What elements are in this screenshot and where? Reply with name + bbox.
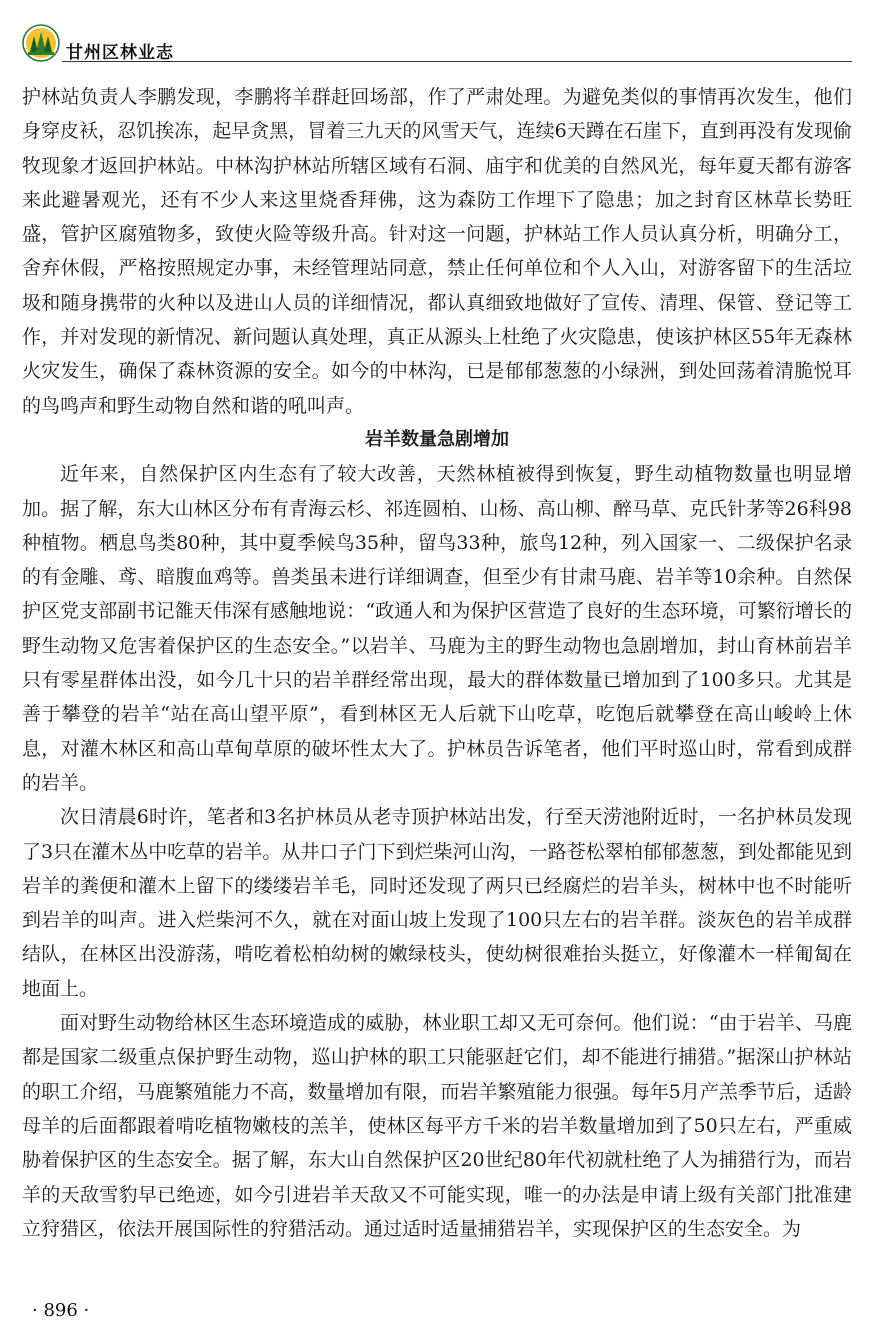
page-body [22,80,852,1246]
paragraph-continued: 护林站负责人李鹏发现，李鹏将羊群赶回场部，作了严肃处理。为避免类似的事情再次发生，他们身穿皮袄，忍饥挨冻，起早贪黑，冒着三九天的风雪天气，连续6天蹲在石崖下，直到再没有发现偷牧现象才返回护林站。中林沟护林站所辖区域有石洞、庙宇和优美的自然风光，每年夏天都有游客来此避暑观光，还有不少人来这里烧香拜佛，这为森防工作埋下了隐患；加之封育区林草长势旺盛，管护区腐殖物多，致使火险等级升高。针对这一问题，护林站工作人员认真分析，明确分工，舍弃休假，严格按照规定办事，未经管理站同意，禁止任何单位和个人入山，对游客留下的生活垃圾和随身携带的火种以及进山人员的详细情况，都认真细致地做好了宣传、清理、保管、登记等工作，并对发现的新情况、新问题认真处理，真正从源头上杜绝了火灾隐患，使该护林区55年无森林火灾发生，确保了森林资源的安全。如今的中林沟，已是郁郁葱葱的小绿洲，到处回荡着清脆悦耳的鸟鸣声和野生动物自然和谐的吼叫声。 [22,86,852,417]
paragraph: 面对野生动物给林区生态环境造成的威胁，林业职工却又无可奈何。他们说：“由于岩羊、马鹿都是国家二级重点保护野生动物，巡山护林的职工只能驱赶它们，却不能进行捕猎。”据深山护林站的职工介绍，马鹿繁殖能力不高，数量增加有限，而岩羊繁殖能力很强。每年5月产羔季节后，适龄母羊的后面都跟着啃吃植物嫩枝的羔羊，使林区每平方千米的岩羊数量增加到了50只左右，严重威胁着保护区的生态安全。据了解，东大山自然保护区20世纪80年代初就杜绝了人为捕猎行为，而岩羊的天敌雪豹早已绝迹，如今引进岩羊天敌又不可能实现，唯一的办法是申请上级有关部门批准建立狩猎区，依法开展国际性的狩猎活动。通过适时适量捕猎岩羊，实现保护区的生态安全。为 [22,1012,852,1240]
page-header [22,22,852,66]
header-divider [62,61,852,62]
forest-trees-emblem-icon [22,24,60,62]
book-title: 甘州区林业志 [66,43,174,63]
paragraph: 近年来，自然保护区内生态有了较大改善，天然林植被得到恢复，野生动植物数量也明显增加。据了解，东大山林区分布有青海云杉、祁连圆柏、山杨、高山柳、醉马草、克氏针茅等26科98种植物。栖息鸟类80种，其中夏季候鸟35种，留鸟33种，旅鸟12种，列入国家一、二级保护名录的有金雕、鸢、暗腹血鸡等。兽类虽未进行详细调查，但至少有甘肃马鹿、岩羊等10余种。自然保护区党支部副书记雒天伟深有感触地说：“政通人和为保护区营造了良好的生态环境，可繁衍增长的野生动物又危害着保护区的生态安全。”以岩羊、马鹿为主的野生动物也急剧增加，封山育林前岩羊只有零星群体出没，如今几十只的岩羊群经常出现，最大的群体数量已增加到了100多只。尤其是善于攀登的岩羊“站在高山望平原”，看到林区无人后就下山吃草，吃饱后就攀登在高山峻岭上休息，对灌木林区和高山草甸草原的破坏性太大了。护林员告诉笔者，他们平时巡山时，常看到成群的岩羊。 [22,463,852,794]
page-number: · 896 · [32,1300,90,1321]
section-heading: 岩羊数量急剧增加 [365,428,509,450]
paragraph: 次日清晨6时许，笔者和3名护林员从老寺顶护林站出发，行至天涝池附近时，一名护林员发现了3只在灌木丛中吃草的岩羊。从井口子门下到烂柴河山沟，一路苍松翠柏郁郁葱葱，到处都能见到岩羊的粪便和灌木上留下的缕缕岩羊毛，同时还发现了两只已经腐烂的岩羊头，树林中也不时能听到岩羊的叫声。进入烂柴河不久，就在对面山坡上发现了100只左右的岩羊群。淡灰色的岩羊成群结队，在林区出没游荡，啃吃着松柏幼树的嫩绿枝头，使幼树很难抬头挺立，好像灌木一样匍匐在地面上。 [22,806,852,1000]
